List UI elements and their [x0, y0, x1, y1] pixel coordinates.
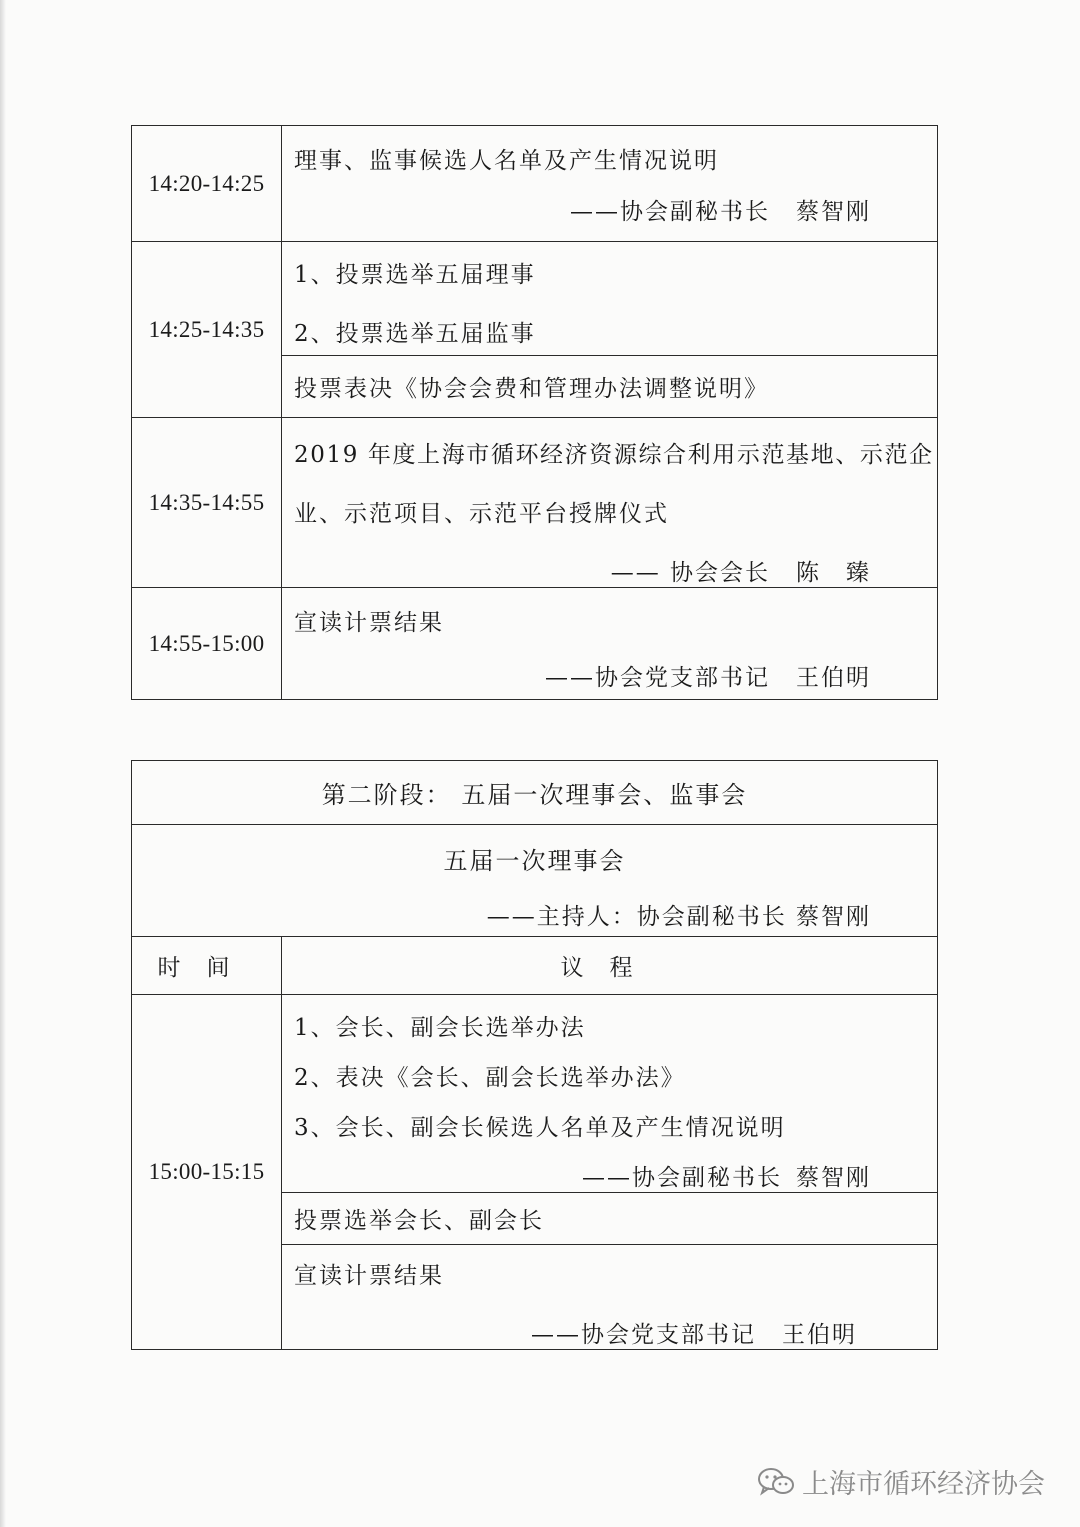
agenda-row — [132, 126, 938, 242]
agenda-row — [132, 418, 938, 588]
agenda-cell — [282, 1245, 938, 1350]
time-cell: 14:35-14:55 — [132, 418, 282, 588]
speaker-name: 陈 臻 — [796, 560, 871, 586]
agenda-line: 业、示范项目、示范平台授牌仪式 — [294, 501, 669, 527]
time-cell: 15:00-15:15 — [132, 995, 282, 1350]
time-cell: 14:20-14:25 — [132, 126, 282, 242]
session-cell — [132, 825, 938, 937]
signature-line — [282, 554, 937, 587]
agenda-cell — [282, 995, 938, 1193]
scan-edge — [0, 0, 6, 1527]
speaker-title: —— 协会会长 — [610, 560, 770, 586]
agenda-line: 1、投票选举五届理事 — [294, 262, 536, 288]
agenda-row — [132, 242, 938, 356]
stage-header-row — [132, 761, 938, 825]
column-header-agenda: 议程 — [282, 937, 938, 995]
speaker-title: ——协会副秘书长 — [570, 199, 770, 225]
agenda-cell — [282, 356, 938, 418]
watermark — [758, 1462, 1045, 1501]
agenda-line: 3、会长、副会长候选人名单及产生情况说明 — [294, 1115, 786, 1141]
agenda-line: 2、表决《会长、副会长选举办法》 — [294, 1065, 686, 1091]
wechat-icon — [758, 1467, 794, 1497]
agenda-cell — [282, 126, 938, 242]
agenda-line: 宣读计票结果 — [294, 1263, 444, 1289]
agenda-cell — [282, 1193, 938, 1245]
time-cell: 14:55-15:00 — [132, 588, 282, 700]
agenda-cell — [282, 588, 938, 700]
agenda-row — [132, 995, 938, 1193]
agenda-line: 2019 年度上海市循环经济资源综合利用示范基地、示范企 — [294, 442, 934, 468]
speaker-name: 蔡智刚 — [796, 199, 871, 225]
time-cell: 14:25-14:35 — [132, 242, 282, 418]
speaker-name: 王伯明 — [796, 665, 871, 691]
agenda-row — [132, 588, 938, 700]
session-title: 五届一次理事会 — [443, 847, 626, 875]
agenda-cell — [282, 242, 938, 356]
column-header-time: 时间 — [132, 937, 282, 995]
host-line: ——主持人：协会副秘书长 蔡智刚 — [486, 904, 872, 930]
speaker-name: 王伯明 — [782, 1322, 858, 1348]
agenda-line: 投票表决《协会会费和管理办法调整说明》 — [294, 376, 769, 402]
agenda-table-1 — [131, 125, 938, 700]
speaker-title: ——协会副秘书长 — [582, 1165, 783, 1191]
stage-title: 第二阶段： 五届一次理事会、监事会 — [132, 761, 938, 825]
session-header-row — [132, 825, 938, 937]
watermark-text: 上海市循环经济协会 — [802, 1469, 1045, 1500]
speaker-title: ——协会党支部书记 — [531, 1322, 757, 1348]
column-header-row — [132, 937, 938, 995]
signature-line — [282, 193, 937, 226]
signature-line — [282, 659, 937, 692]
agenda-line: 1、会长、副会长选举办法 — [294, 1015, 586, 1041]
agenda-line: 2、投票选举五届监事 — [294, 321, 536, 347]
signature-line — [282, 1316, 937, 1349]
speaker-name: 蔡智刚 — [796, 1165, 872, 1191]
agenda-table-2 — [131, 760, 938, 1350]
agenda-line: 投票选举会长、副会长 — [294, 1208, 544, 1234]
signature-line — [282, 1159, 937, 1192]
agenda-line: 理事、监事候选人名单及产生情况说明 — [294, 148, 719, 174]
speaker-title: ——协会党支部书记 — [545, 665, 770, 691]
agenda-line: 宣读计票结果 — [294, 610, 444, 636]
agenda-cell — [282, 418, 938, 588]
